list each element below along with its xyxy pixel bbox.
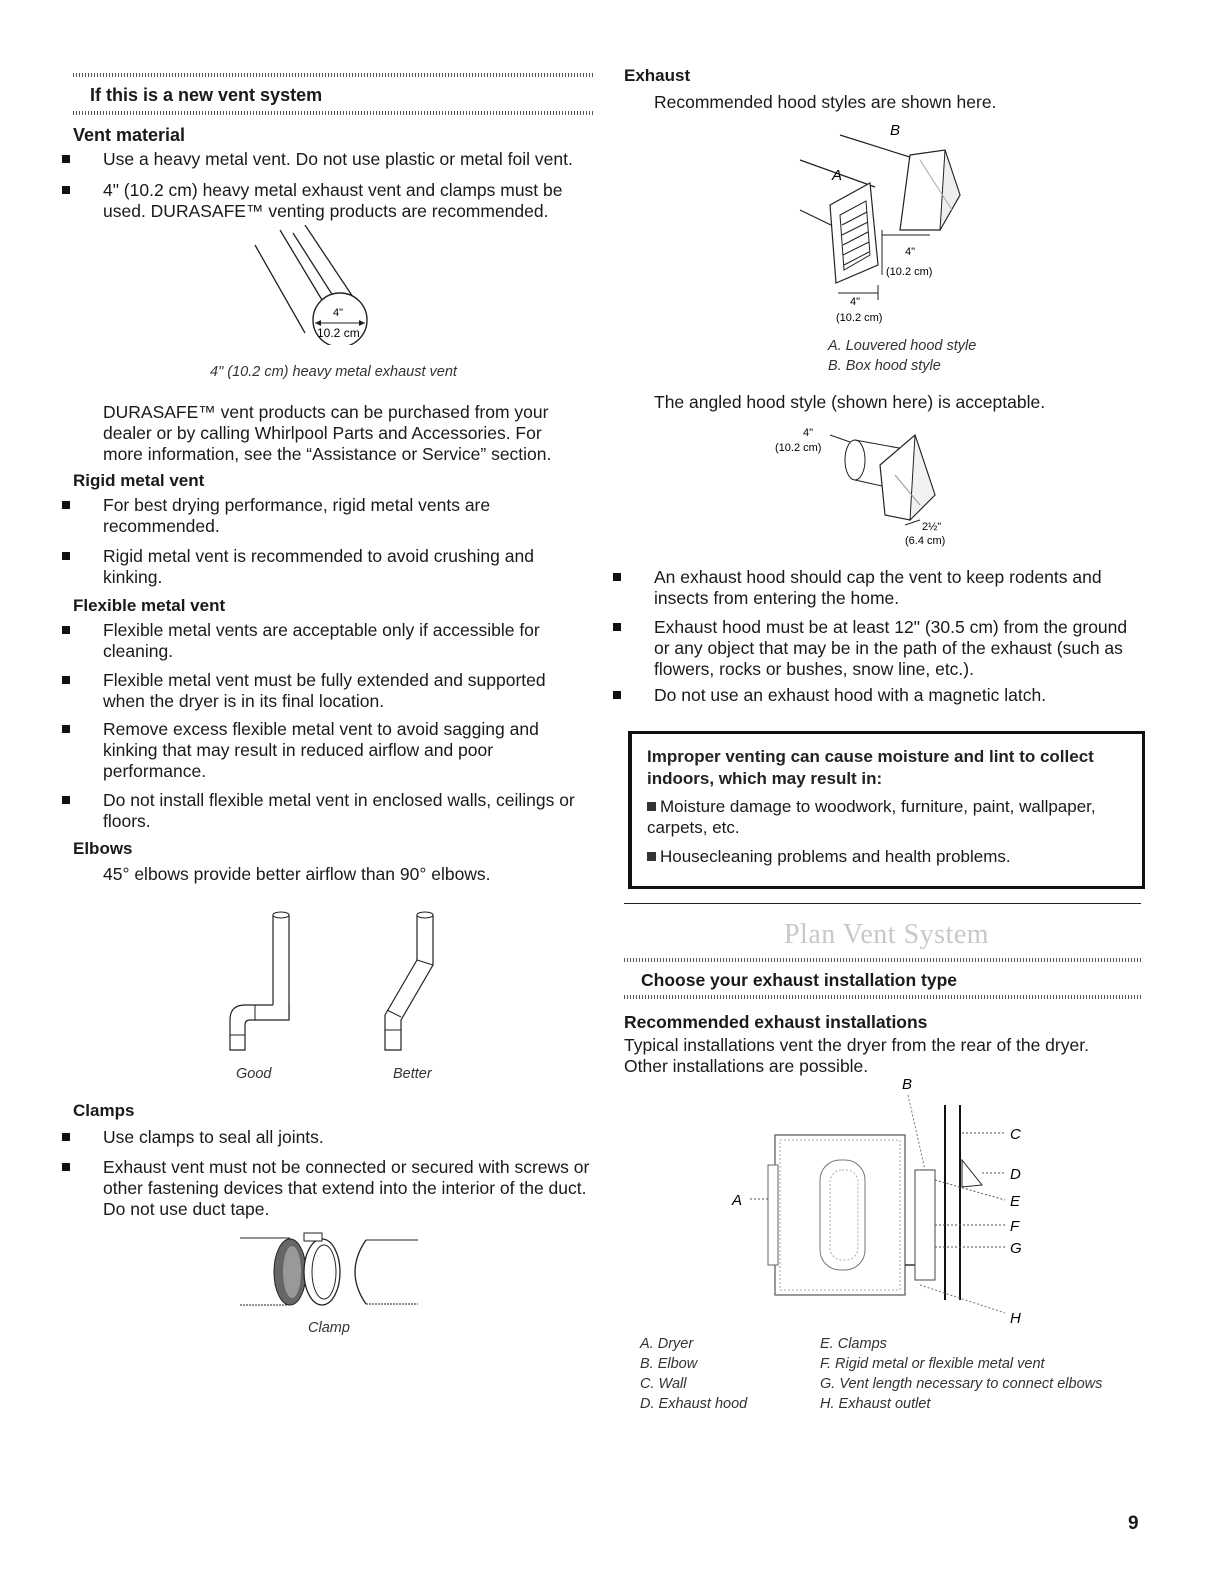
exhaust-intro: Recommended hood styles are shown here.: [654, 92, 997, 112]
exhaust-bullet-2: Exhaust hood must be at least 12" (30.5 cm) from the ground or any object that may be in the path of the exhaust (such as flowers, rocks or bushes, snow line, etc.).: [654, 617, 1144, 680]
legend-f: F. Rigid metal or flexible metal vent: [820, 1356, 1045, 1372]
exhaust-heading: Exhaust: [624, 66, 691, 85]
section-rule-bottom: [73, 111, 593, 115]
hood-caption-b: B. Box hood style: [828, 358, 941, 374]
hood-label-b: B: [890, 125, 901, 139]
recommended-installations-heading: Recommended exhaust installations: [624, 1012, 928, 1032]
fig-label-b: B: [902, 1076, 913, 1093]
elbow-better-label: Better: [393, 1066, 432, 1082]
elbows-figure: [215, 905, 455, 1060]
legend-b: B. Elbow: [640, 1356, 698, 1372]
flexible-bullet-4: Do not install flexible metal vent in enclosed walls, ceilings or floors.: [103, 790, 598, 832]
warning-item-1: Moisture damage to woodwork, furniture, paint, wallpaper, carpets, etc.: [647, 797, 1096, 837]
plan-vent-system-title: Plan Vent System: [783, 919, 990, 950]
plan-section-rule: [624, 903, 1141, 904]
warning-item-2: Housecleaning problems and health problems.: [647, 846, 1137, 867]
hood-label-a: A: [832, 167, 843, 184]
clamp-figure: [240, 1230, 420, 1315]
clamp-caption: Clamp: [308, 1320, 350, 1336]
section-rule-top: [73, 73, 593, 77]
clamps-heading: Clamps: [73, 1101, 135, 1120]
vent-dim-in: 4": [333, 307, 344, 319]
installation-figure: [720, 1075, 1040, 1330]
legend-a: A. Dryer: [640, 1336, 694, 1352]
flexible-bullet-3: Remove excess flexible metal vent to avoid sagging and kinking that may result in reduced airflow and poor performance.: [103, 719, 563, 782]
angled-dim-in: 4": [803, 427, 814, 439]
fig-label-g: G: [1010, 1240, 1022, 1257]
elbow-good-label: Good: [236, 1066, 272, 1082]
elbows-heading: Elbows: [73, 839, 133, 858]
rigid-bullet-1: For best drying performance, rigid metal vents are recommended.: [103, 495, 543, 537]
flexible-heading: Flexible metal vent: [73, 596, 226, 615]
heavy-metal-vent-figure: [250, 225, 390, 345]
hood-styles-figure: [790, 125, 980, 330]
vent-material-heading: Vent material: [73, 125, 186, 145]
page-number: 9: [1128, 1513, 1139, 1534]
fig-label-h: H: [1010, 1310, 1021, 1327]
warning-heading: Improper venting can cause moisture and lint to collect indoors, which may result in:: [647, 747, 1094, 788]
angled-hood-text: The angled hood style (shown here) is acceptable.: [654, 392, 1046, 412]
angled-dim2-cm: (6.4 cm): [905, 535, 946, 547]
fig-label-f: F: [1010, 1218, 1020, 1235]
legend-g: G. Vent length necessary to connect elbows: [820, 1376, 1103, 1392]
rigid-heading: Rigid metal vent: [73, 471, 205, 490]
fig-label-e: E: [1010, 1193, 1021, 1210]
vent-material-bullet-1: Use a heavy metal vent. Do not use plastic or metal foil vent.: [103, 149, 593, 170]
legend-h: H. Exhaust outlet: [820, 1396, 931, 1412]
exhaust-bullet-3: Do not use an exhaust hood with a magnetic latch.: [654, 685, 1124, 706]
legend-e: E. Clamps: [820, 1336, 887, 1352]
plan-rule-bottom: [624, 995, 1141, 999]
venting-warning-box: [628, 731, 1145, 889]
plan-rule-top: [624, 958, 1141, 962]
hood-caption-a: A. Louvered hood style: [828, 338, 977, 354]
new-vent-heading: If this is a new vent system: [90, 85, 323, 105]
exhaust-bullet-1: An exhaust hood should cap the vent to keep rodents and insects from entering the home.: [654, 567, 1124, 609]
recommended-installations-text: Typical installations vent the dryer from the rear of the dryer. Other installations are possible.: [624, 1035, 1089, 1076]
angled-dim2-in: 2½": [922, 521, 942, 533]
vent-material-bullet-2: 4" (10.2 cm) heavy metal exhaust vent and clamps must be used. DURASAFE™ venting products are recommended.: [103, 180, 593, 222]
vent-dim-cm: 10.2 cm: [317, 326, 360, 340]
installation-type-heading: Choose your exhaust installation type: [641, 970, 958, 990]
hood-dim1-cm: (10.2 cm): [886, 266, 933, 278]
clamps-bullet-2: Exhaust vent must not be connected or secured with screws or other fastening devices that extend into the interior of the duct. Do not use duct tape.: [103, 1157, 593, 1220]
hood-dim2-in: 4": [850, 296, 861, 308]
vent-figure-caption: 4" (10.2 cm) heavy metal exhaust vent: [210, 364, 457, 380]
legend-c: C. Wall: [640, 1376, 687, 1392]
clamps-bullet-1: Use clamps to seal all joints.: [103, 1127, 573, 1148]
hood-dim1-in: 4": [905, 246, 916, 258]
fig-label-a: A: [732, 1192, 743, 1209]
legend-d: D. Exhaust hood: [640, 1396, 748, 1412]
flexible-bullet-1: Flexible metal vents are acceptable only if accessible for cleaning.: [103, 620, 573, 662]
durasafe-paragraph: DURASAFE™ vent products can be purchased from your dealer or by calling Whirlpool Parts and Accessories. For more information, see the “Assistance or Service” section.: [103, 402, 552, 464]
angled-dim-cm: (10.2 cm): [775, 442, 822, 454]
flexible-bullet-2: Flexible metal vent must be fully extended and supported when the dryer is in its final location.: [103, 670, 573, 712]
fig-label-d: D: [1010, 1166, 1021, 1183]
fig-label-c: C: [1010, 1126, 1021, 1143]
hood-dim2-cm: (10.2 cm): [836, 312, 883, 324]
angled-hood-figure: [770, 420, 960, 550]
elbows-text: 45° elbows provide better airflow than 90° elbows.: [103, 864, 491, 884]
rigid-bullet-2: Rigid metal vent is recommended to avoid crushing and kinking.: [103, 546, 563, 588]
